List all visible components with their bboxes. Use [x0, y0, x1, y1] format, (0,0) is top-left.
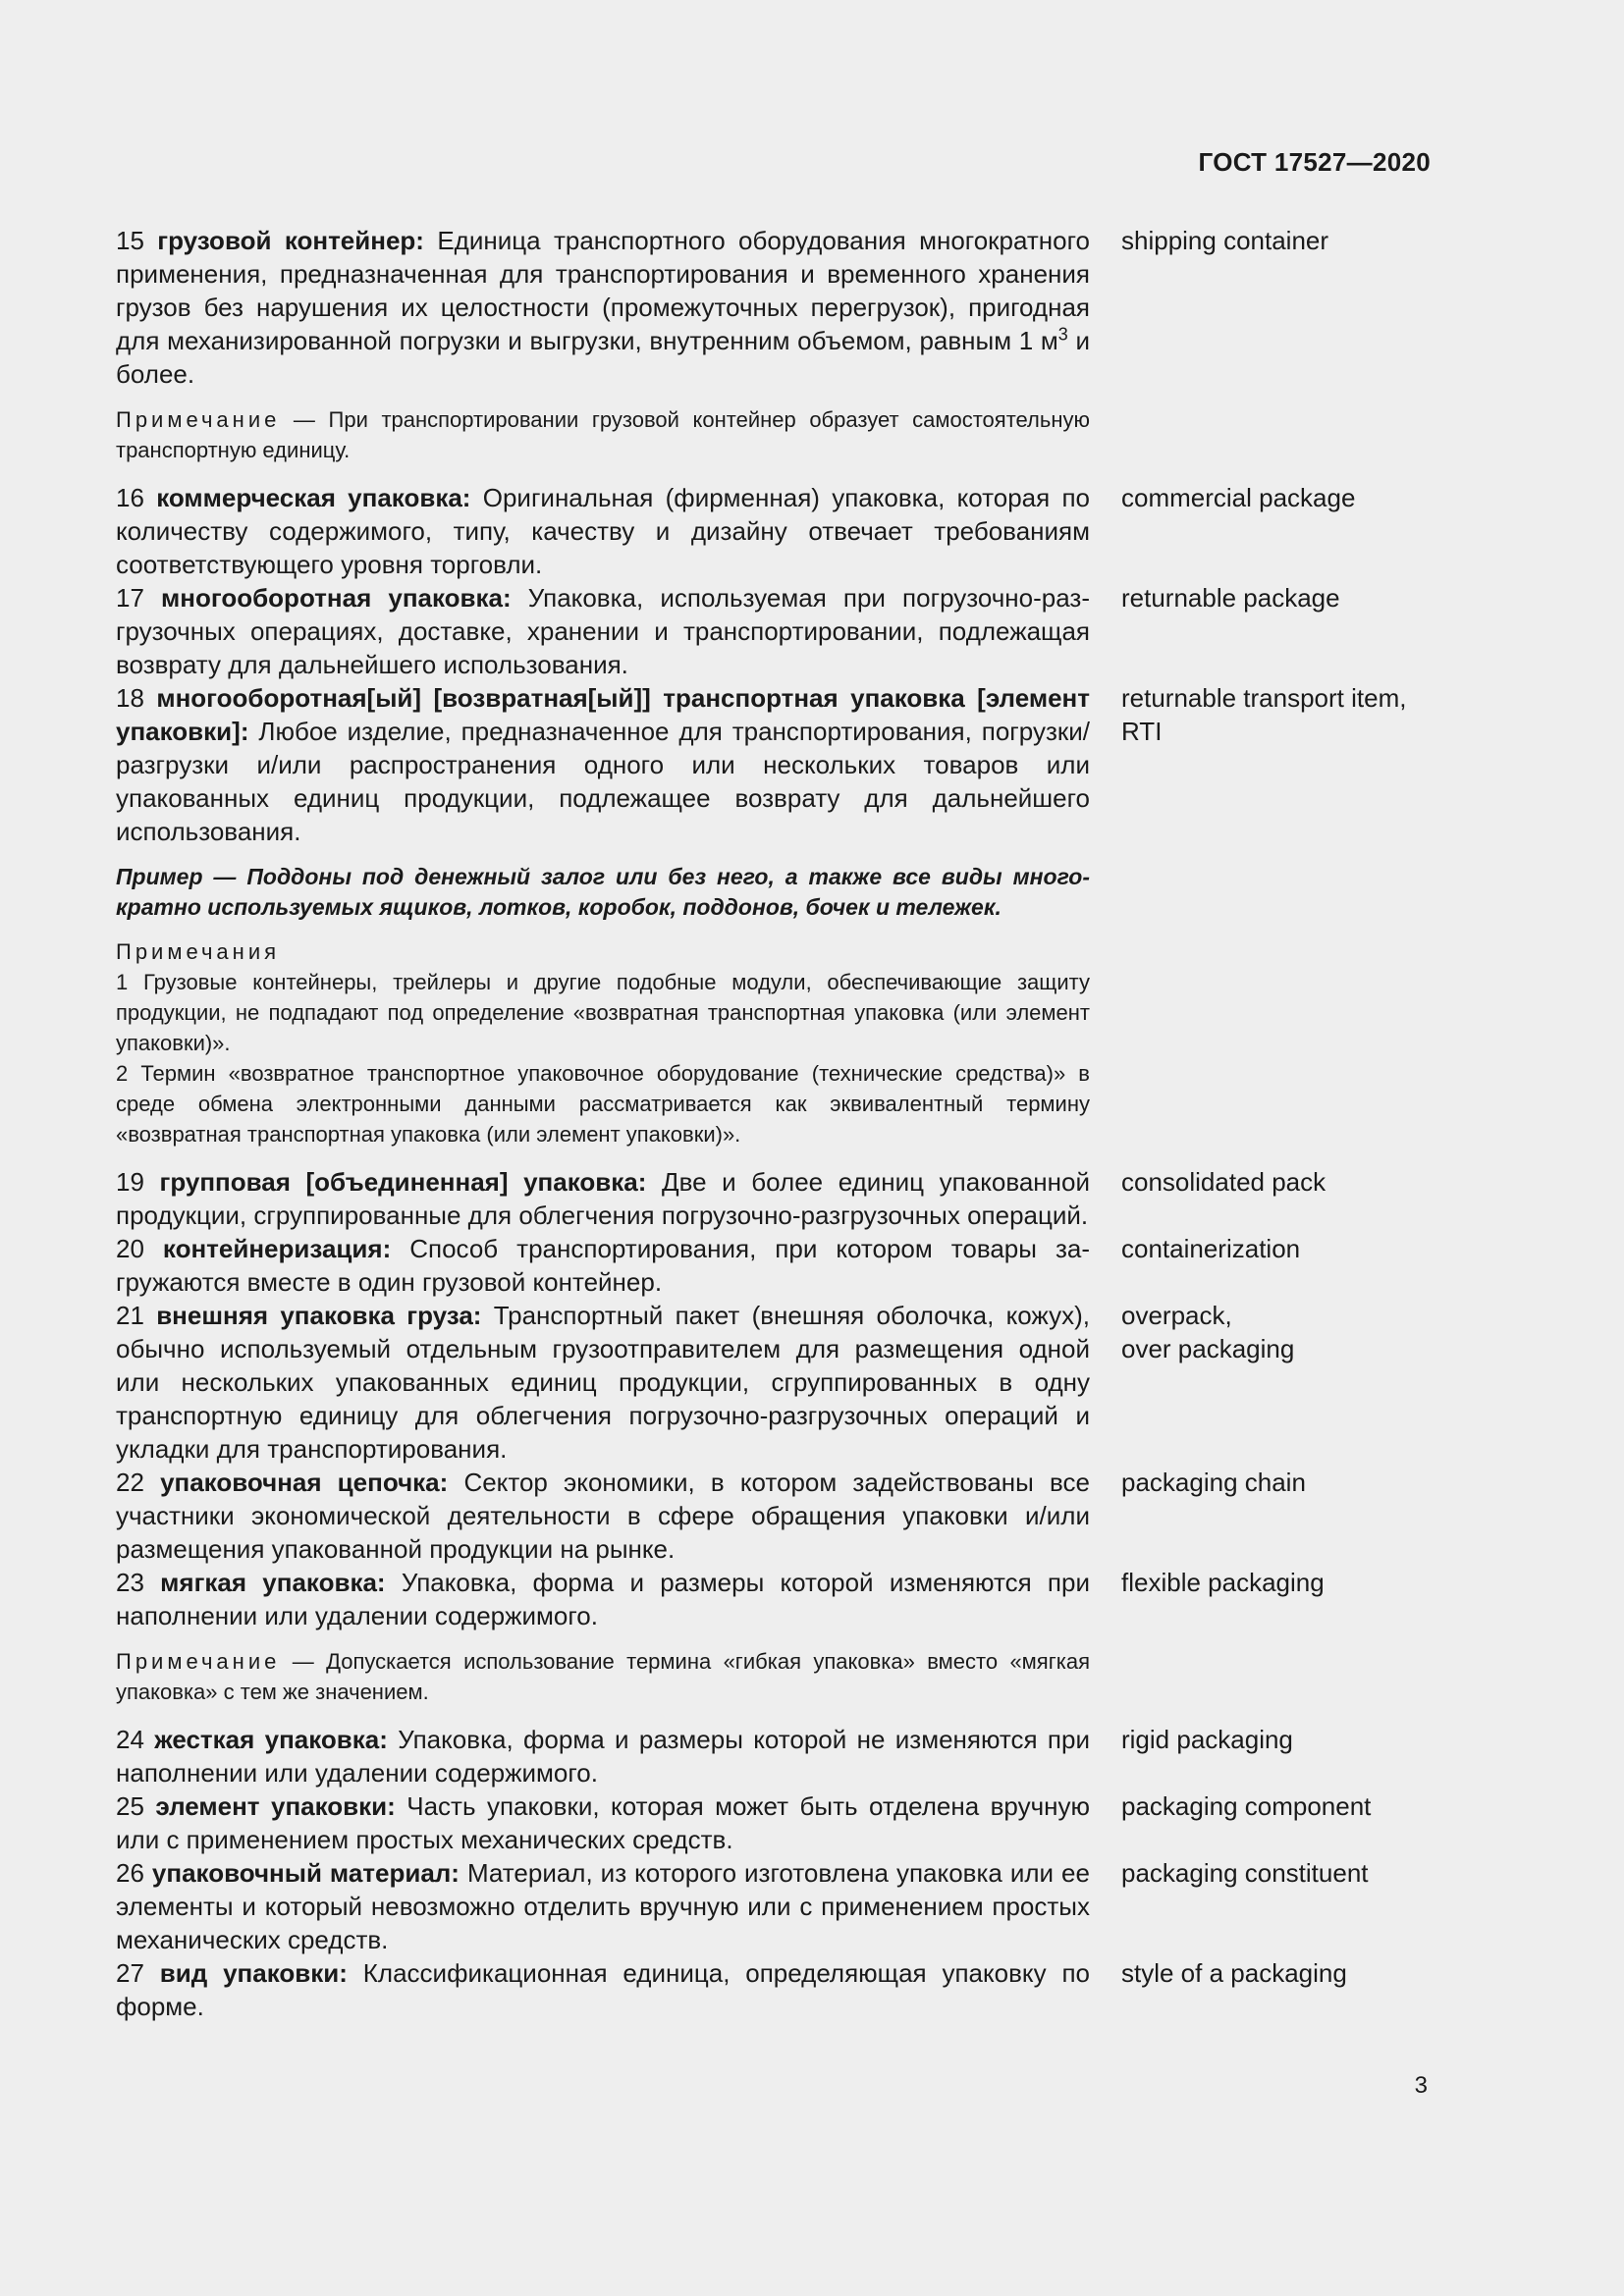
term-number: 17	[116, 583, 144, 613]
term-entry-19	[116, 1165, 1432, 1232]
term-english: returnable package	[1121, 583, 1340, 613]
term-definition	[116, 581, 1090, 681]
term-text: Упаковка, используемая при погрузочно-разгрузочных операциях, доставке, хранении и транспортировании, подлежащая возврату для дальнейшего использования.	[116, 583, 1091, 679]
term-number: 15	[116, 226, 144, 255]
term-name: внешняя упаковка груза:	[156, 1301, 482, 1330]
term-number: 22	[116, 1468, 144, 1497]
note-text: Допускается использование термина «гибкая упаковка» вместо «мягкая упаковка» с тем же значением.	[116, 1649, 1091, 1704]
term-english: packaging constituent	[1121, 1858, 1369, 1888]
term-number: 27	[116, 1958, 144, 1988]
term-text: Часть упаковки, которая может быть отделена вручную или с применением простых механических средств.	[116, 1791, 1090, 1854]
term-english: packaging component	[1121, 1791, 1372, 1821]
term-name: мягкая упаковка:	[160, 1568, 386, 1597]
term-english: returnable transport item, RTI	[1121, 683, 1407, 746]
term-text: Упаковка, форма и размеры которой не изменяются при наполнении или удалении содержимого.	[116, 1725, 1090, 1788]
term-number: 21	[116, 1301, 144, 1330]
page-number: 3	[1414, 2072, 1428, 2099]
note-item-2: 2 Термин «возвратное транспортное упаковочное оборудование (технические средства)» в среде обмена электронными данными рассматривается как эквивалентный термину «возвратная транспортная упаковка (или элемент упаковки)».	[116, 1061, 1090, 1147]
term-number: 26	[116, 1858, 144, 1888]
term-entry-17	[116, 581, 1432, 681]
superscript: 3	[1057, 324, 1068, 345]
term-entry-25	[116, 1789, 1432, 1856]
term-name: многооборотная[ый] [возвратная[ый]] транспортная упаковка [элемент упаковки]:	[116, 683, 1090, 746]
note-text: При транспортировании грузовой контейнер образует самостоятельную транспортную единицу.	[116, 407, 1090, 462]
term-english: commercial package	[1121, 483, 1356, 512]
term-name: коммерческая упаковка:	[156, 483, 471, 512]
term-text: Способ транспортирования, при котором товары загружаются вместе в один грузовой контейнер.	[116, 1234, 1090, 1297]
term-number: 24	[116, 1725, 144, 1754]
term-entry-21	[116, 1299, 1432, 1466]
term-definition	[116, 1723, 1090, 1789]
term-entry-16	[116, 481, 1432, 581]
term-name: грузовой контейнер:	[157, 226, 424, 255]
term-english: flexible packaging	[1121, 1568, 1325, 1597]
term-text-end: и более.	[116, 326, 1090, 389]
term-name: многооборотная упаковка:	[161, 583, 512, 613]
term-name: упаковочная цепочка:	[160, 1468, 449, 1497]
term-definition	[116, 1566, 1090, 1632]
term-definition	[116, 681, 1090, 848]
term-number: 25	[116, 1791, 144, 1821]
term-definition	[116, 1956, 1090, 2023]
term-entry-22	[116, 1466, 1432, 1566]
example-18: Пример — Поддоны под денежный залог или без него, а также все виды многократно используемых ящиков, лотков, коробок, поддонов, бочек и тележек.	[116, 864, 1090, 920]
term-name: контейнеризация:	[162, 1234, 392, 1263]
term-number: 16	[116, 483, 144, 512]
term-english: shipping container	[1121, 226, 1329, 255]
term-entry-27	[116, 1956, 1432, 2023]
term-text: Материал, из которого изготовлена упаковка или ее элементы и который невозможно отделить вручную или с применением простых механических средств.	[116, 1858, 1090, 1954]
term-definition	[116, 1466, 1090, 1566]
term-definition	[116, 1165, 1090, 1232]
term-entry-15	[116, 224, 1432, 391]
term-entry-26	[116, 1856, 1432, 1956]
term-name: вид упаковки:	[159, 1958, 348, 1988]
term-number: 18	[116, 683, 144, 713]
note-dash: —	[280, 1649, 327, 1674]
terms-content	[116, 224, 1432, 2023]
term-text: Классификационная единица, определяющая упаковку по форме.	[116, 1958, 1090, 2021]
term-entry-20	[116, 1232, 1432, 1299]
term-definition	[116, 1789, 1090, 1856]
term-english: overpack, over packaging	[1121, 1301, 1295, 1363]
term-definition	[116, 481, 1090, 581]
term-definition	[116, 224, 1090, 391]
term-entry-24	[116, 1723, 1432, 1789]
term-name: упаковочный материал:	[151, 1858, 460, 1888]
term-name: групповая [объединенная] упаковка:	[159, 1167, 647, 1197]
term-text: Единица транспортного оборудования многократного применения, предназначенная для транспортирования и временного хранения грузов без нарушения их целостности (промежуточных перегрузок), пригодная для механизированной погрузки и выгрузки, внутренним объемом, равным 1 м	[116, 226, 1090, 355]
term-definition	[116, 1856, 1090, 1956]
note-label: Примечание	[116, 407, 281, 432]
term-definition	[116, 1232, 1090, 1299]
term-name: жесткая упаковка:	[154, 1725, 388, 1754]
term-english: style of a packaging	[1121, 1958, 1347, 1988]
note-label: Примечание	[116, 1649, 281, 1674]
term-text: Упаковка, форма и размеры которой изменяются при наполнении или удалении содержимого.	[116, 1568, 1090, 1630]
term-text: Транспортный пакет (внешняя оболочка, кожух), обычно используемый отдельным грузоотправителем для размещения одной или нескольких упакованных единиц продукции, сгруппированных в одну транспортную единицу для облегчения погрузочно-разгрузочных операций и укладки для транспортирования.	[116, 1301, 1090, 1464]
term-english: containerization	[1121, 1234, 1301, 1263]
note-23	[116, 1646, 1090, 1707]
term-number: 20	[116, 1234, 144, 1263]
document-code: ГОСТ 17527—2020	[1198, 147, 1431, 177]
term-english: rigid packaging	[1121, 1725, 1293, 1754]
term-text: Сектор экономики, в котором задействованы все участники экономической деятельности в сфере обращения упаковки и/или размещения упакованной продукции на рынке.	[116, 1468, 1090, 1564]
term-number: 23	[116, 1568, 144, 1597]
term-english: consolidated pack	[1121, 1167, 1326, 1197]
note-dash: —	[280, 407, 329, 432]
term-english: packaging chain	[1121, 1468, 1306, 1497]
term-name: элемент упаковки:	[155, 1791, 396, 1821]
term-number: 19	[116, 1167, 144, 1197]
term-text: Две и более единиц упакованной продукции, сгруппированные для облегчения погрузочно-разгрузочных операций.	[116, 1167, 1090, 1230]
term-entry-18	[116, 681, 1432, 848]
notes-18	[116, 936, 1090, 1149]
term-definition	[116, 1299, 1090, 1466]
term-entry-23	[116, 1566, 1432, 1632]
term-text: Любое изделие, предназначенное для транспортирования, погрузки/разгрузки и/или распространения одного или нескольких товаров или упакованных единиц продукции, подлежащее возврату для дальнейшего использования.	[116, 717, 1090, 846]
term-text: Оригинальная (фирменная) упаковка, которая по количеству содержимого, типу, качеству и дизайну отвечает требованиям соответствующего уровня торговли.	[116, 483, 1091, 579]
note-15	[116, 404, 1090, 465]
notes-title: Примечания	[116, 939, 281, 964]
note-item-1: 1 Грузовые контейнеры, трейлеры и другие подобные модули, обеспечивающие защиту продукции, не подпадают под определение «возвратная транспортная упаковка (или элемент упаковки)».	[116, 970, 1090, 1055]
